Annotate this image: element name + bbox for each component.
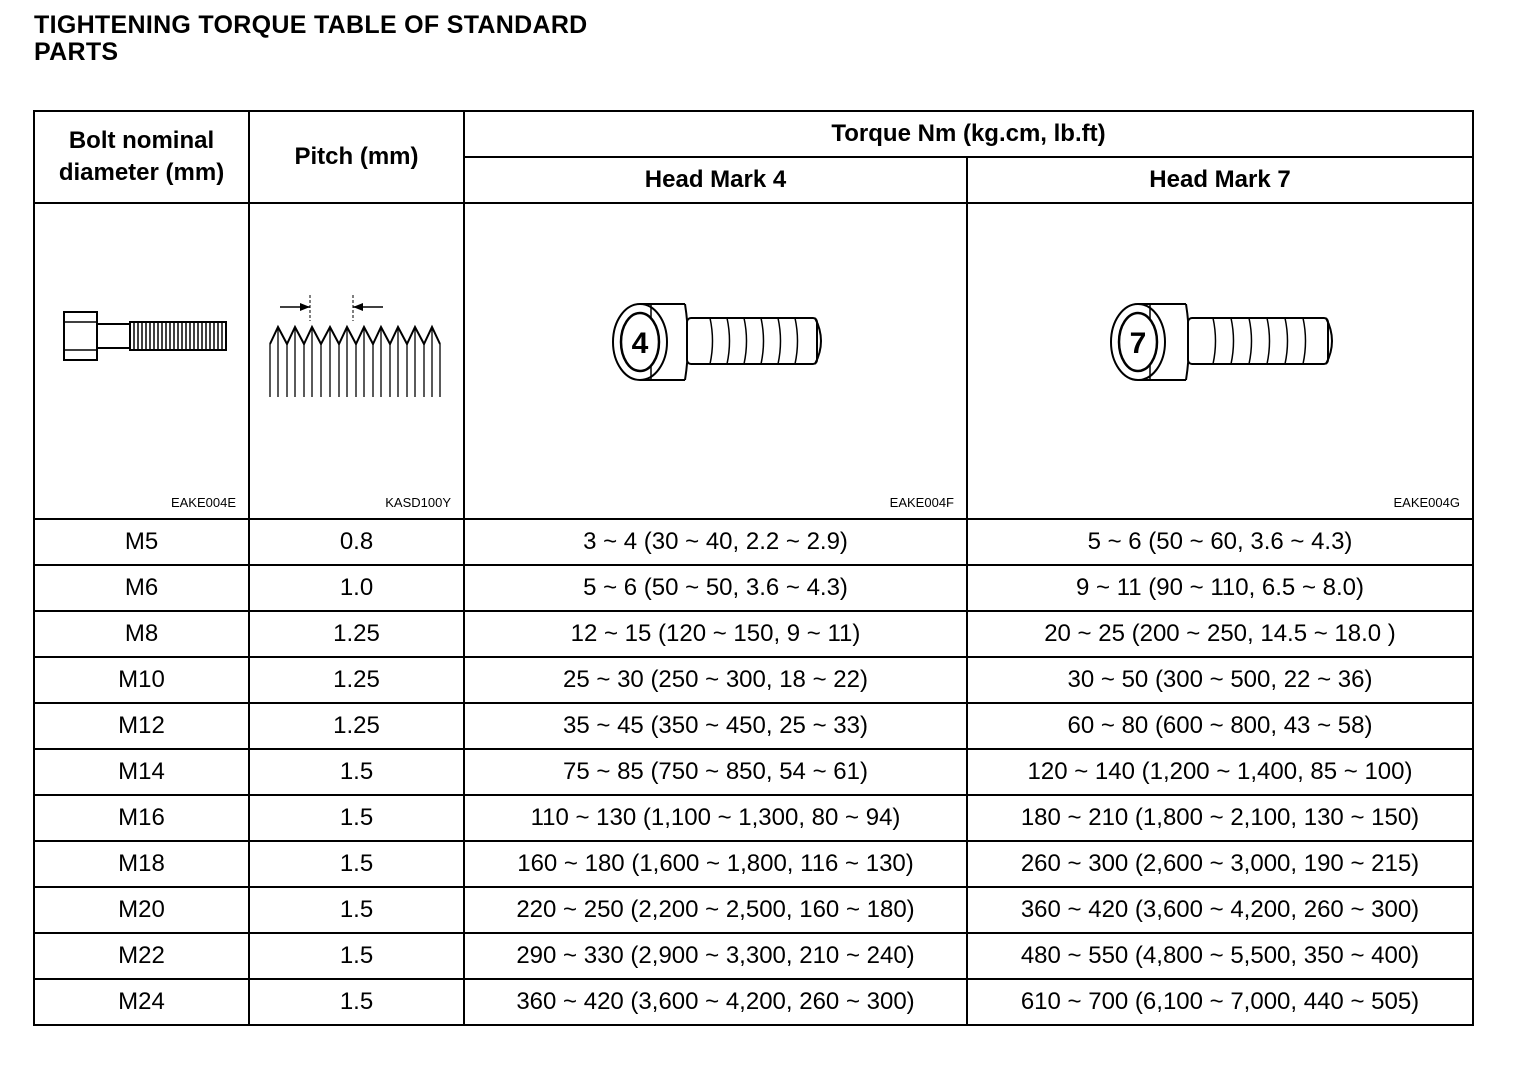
cell-bolt-size: M16 xyxy=(34,795,249,841)
cell-bolt-size: M8 xyxy=(34,611,249,657)
torque-table xyxy=(33,110,1474,1026)
cell-pitch: 1.0 xyxy=(249,565,464,611)
cell-bolt-size: M24 xyxy=(34,979,249,1025)
cell-head-mark-4-torque: 360 ~ 420 (3,600 ~ 4,200, 260 ~ 300) xyxy=(464,979,967,1025)
bolt-illustration xyxy=(35,304,250,374)
table-row xyxy=(34,519,1473,565)
cell-head-mark-7-torque: 5 ~ 6 (50 ~ 60, 3.6 ~ 4.3) xyxy=(967,519,1473,565)
cell-bolt-size: M10 xyxy=(34,657,249,703)
table-row xyxy=(34,795,1473,841)
bolt-figure-code: EAKE004E xyxy=(170,495,236,510)
cell-pitch: 1.25 xyxy=(249,611,464,657)
header-pitch: Pitch (mm) xyxy=(249,111,464,203)
header-head-mark-7: Head Mark 7 xyxy=(967,157,1473,203)
cell-head-mark-7-torque: 9 ~ 11 (90 ~ 110, 6.5 ~ 8.0) xyxy=(967,565,1473,611)
table-row xyxy=(34,749,1473,795)
cell-head-mark-7-torque: 20 ~ 25 (200 ~ 250, 14.5 ~ 18.0 ) xyxy=(967,611,1473,657)
cell-head-mark-7-torque: 60 ~ 80 (600 ~ 800, 43 ~ 58) xyxy=(967,703,1473,749)
cell-head-mark-4-torque: 12 ~ 15 (120 ~ 150, 9 ~ 11) xyxy=(464,611,967,657)
pitch-figure-code: KASD100Y xyxy=(385,495,451,510)
cell-head-mark-4-torque: 25 ~ 30 (250 ~ 300, 18 ~ 22) xyxy=(464,657,967,703)
table-row xyxy=(34,657,1473,703)
table-row xyxy=(34,565,1473,611)
cell-head-mark-4-torque: 160 ~ 180 (1,600 ~ 1,800, 116 ~ 130) xyxy=(464,841,967,887)
cell-bolt-size: M6 xyxy=(34,565,249,611)
cell-head-mark-4-torque: 290 ~ 330 (2,900 ~ 3,300, 210 ~ 240) xyxy=(464,933,967,979)
cell-head-mark-7-torque: 260 ~ 300 (2,600 ~ 3,000, 190 ~ 215) xyxy=(967,841,1473,887)
cell-pitch: 1.5 xyxy=(249,749,464,795)
cell-pitch: 1.25 xyxy=(249,703,464,749)
cell-head-mark-4-torque: 110 ~ 130 (1,100 ~ 1,300, 80 ~ 94) xyxy=(464,795,967,841)
illustration-row xyxy=(34,203,1473,519)
title-line-2: PARTS xyxy=(34,38,119,66)
pitch-figure-cell xyxy=(249,203,464,519)
head-mark-4-figure-code: EAKE004F xyxy=(889,495,954,510)
cell-head-mark-7-torque: 120 ~ 140 (1,200 ~ 1,400, 85 ~ 100) xyxy=(967,749,1473,795)
cell-head-mark-7-torque: 180 ~ 210 (1,800 ~ 2,100, 130 ~ 150) xyxy=(967,795,1473,841)
page-title xyxy=(34,12,588,66)
title-line-1: TIGHTENING TORQUE TABLE OF STANDARD xyxy=(34,11,588,39)
cell-head-mark-7-torque: 610 ~ 700 (6,100 ~ 7,000, 440 ~ 505) xyxy=(967,979,1473,1025)
thread-pitch-illustration xyxy=(250,289,465,399)
cell-head-mark-4-torque: 5 ~ 6 (50 ~ 50, 3.6 ~ 4.3) xyxy=(464,565,967,611)
header-torque: Torque Nm (kg.cm, lb.ft) xyxy=(464,111,1473,157)
cell-bolt-size: M14 xyxy=(34,749,249,795)
cell-pitch: 1.5 xyxy=(249,979,464,1025)
head-mark-4-number: 4 xyxy=(631,327,649,360)
head-mark-7-bolt-illustration xyxy=(968,298,1474,388)
header-head-mark-4: Head Mark 4 xyxy=(464,157,967,203)
cell-pitch: 1.5 xyxy=(249,933,464,979)
cell-head-mark-4-torque: 35 ~ 45 (350 ~ 450, 25 ~ 33) xyxy=(464,703,967,749)
head-mark-7-number: 7 xyxy=(1129,327,1147,360)
cell-bolt-size: M20 xyxy=(34,887,249,933)
cell-head-mark-7-torque: 30 ~ 50 (300 ~ 500, 22 ~ 36) xyxy=(967,657,1473,703)
cell-bolt-size: M12 xyxy=(34,703,249,749)
cell-bolt-size: M22 xyxy=(34,933,249,979)
header-bolt-diameter: Bolt nominal diameter (mm) xyxy=(34,111,249,203)
table-row xyxy=(34,841,1473,887)
cell-pitch: 0.8 xyxy=(249,519,464,565)
cell-head-mark-4-torque: 3 ~ 4 (30 ~ 40, 2.2 ~ 2.9) xyxy=(464,519,967,565)
cell-head-mark-4-torque: 75 ~ 85 (750 ~ 850, 54 ~ 61) xyxy=(464,749,967,795)
table-row xyxy=(34,611,1473,657)
table-row xyxy=(34,933,1473,979)
head-mark-4-bolt-illustration xyxy=(465,298,968,388)
cell-head-mark-4-torque: 220 ~ 250 (2,200 ~ 2,500, 160 ~ 180) xyxy=(464,887,967,933)
head-mark-7-figure-code: EAKE004G xyxy=(1393,495,1460,510)
table-row xyxy=(34,979,1473,1025)
cell-pitch: 1.25 xyxy=(249,657,464,703)
cell-pitch: 1.5 xyxy=(249,887,464,933)
bolt-figure-cell xyxy=(34,203,249,519)
head-mark-4-figure-cell xyxy=(464,203,967,519)
cell-pitch: 1.5 xyxy=(249,841,464,887)
table-row xyxy=(34,887,1473,933)
cell-bolt-size: M5 xyxy=(34,519,249,565)
cell-head-mark-7-torque: 360 ~ 420 (3,600 ~ 4,200, 260 ~ 300) xyxy=(967,887,1473,933)
head-mark-7-figure-cell xyxy=(967,203,1473,519)
cell-bolt-size: M18 xyxy=(34,841,249,887)
table-row xyxy=(34,703,1473,749)
cell-pitch: 1.5 xyxy=(249,795,464,841)
cell-head-mark-7-torque: 480 ~ 550 (4,800 ~ 5,500, 350 ~ 400) xyxy=(967,933,1473,979)
